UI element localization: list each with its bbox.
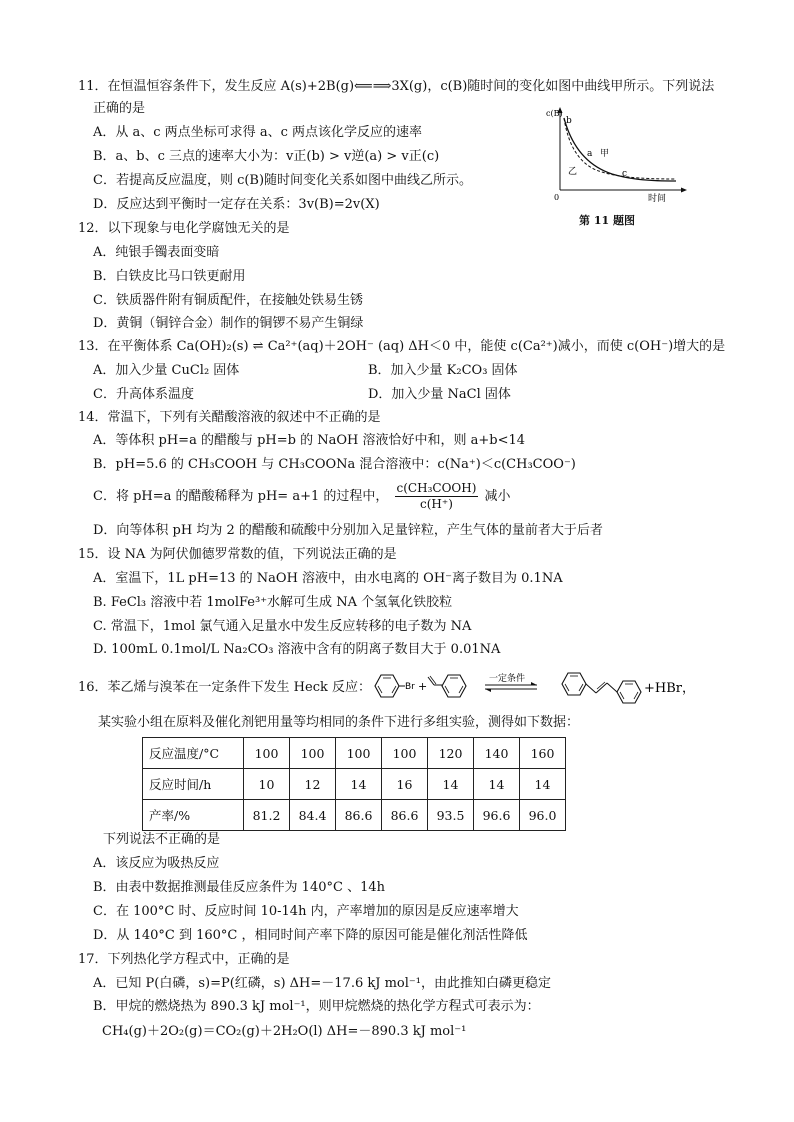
q11-option-c: C．若提高反应温度，则 c(B)随时间变化关系如图中曲线乙所示。 xyxy=(93,173,473,188)
q12-stem: 12．以下现象与电化学腐蚀无关的是 xyxy=(78,221,290,236)
q13-option-c: C．升高体系温度 xyxy=(93,387,194,402)
q14-option-c-fraction xyxy=(395,481,479,512)
q16-option-b: B．由表中数据推测最佳反应条件为 140°C 、14h xyxy=(93,880,385,895)
q12-option-d: D．黄铜（铜锌合金）制作的铜锣不易产生铜绿 xyxy=(93,316,364,331)
q11-figure-caption: 第 11 题图 xyxy=(579,214,635,227)
table-cell: 100 xyxy=(382,738,428,769)
q11-option-d: D．反应达到平衡时一定存在关系：3v(B)=2v(X) xyxy=(93,197,380,212)
table-cell: 93.5 xyxy=(428,800,474,831)
table-row-header: 产率/% xyxy=(143,800,244,831)
q16-data-table xyxy=(142,737,566,831)
q13-option-a: A．加入少量 CuCl₂ 固体 xyxy=(93,363,240,378)
table-cell: 14 xyxy=(520,769,566,800)
q11-figure-xlabel: 时间 xyxy=(648,194,667,204)
q14-stem: 14．常温下，下列有关醋酸溶液的叙述中不正确的是 xyxy=(78,410,381,425)
q11-option-a: A．从 a、c 两点坐标可求得 a、c 两点该化学反应的速率 xyxy=(93,125,422,140)
q11-option-b: B．a、b、c 三点的速率大小为：v正(b) > v逆(a) > v正(c) xyxy=(93,149,440,164)
q11-label-jia: 甲 xyxy=(600,149,610,159)
q13-option-d: D．加入少量 NaCl 固体 xyxy=(368,387,511,402)
table-row xyxy=(143,769,566,800)
q11-stem-line2: 正确的是 xyxy=(93,101,146,116)
reaction-condition: 一定条件 xyxy=(489,674,526,684)
table-cell: 84.4 xyxy=(290,800,336,831)
table-row xyxy=(143,738,566,769)
table-cell: 86.6 xyxy=(382,800,428,831)
q15-option-c: C. 常温下，1mol 氯气通入足量水中发生反应转移的电子数为 NA xyxy=(93,619,472,634)
q15-option-a: A．室温下，1L pH=13 的 NaOH 溶液中，由水电离的 OH⁻离子数目为 0.1NA xyxy=(93,571,563,586)
q11-point-a: a xyxy=(587,149,593,159)
q15-stem: 15．设 NA 为阿伏伽德罗常数的值，下列说法正确的是 xyxy=(78,547,397,562)
table-cell: 10 xyxy=(244,769,290,800)
table-cell: 14 xyxy=(428,769,474,800)
q11-stem-line1: 11．在恒温恒容条件下，发生反应 A(s)+2B(g)⟸⟹3X(g)，c(B)随时间的变化如图中曲线甲所示。下列说法 xyxy=(78,79,715,94)
table-cell: 14 xyxy=(336,769,382,800)
q11-figure-x-arrow xyxy=(681,188,687,193)
q14-fraction-denominator: c(H⁺) xyxy=(420,497,453,511)
q12-option-b: B．白铁皮比马口铁更耐用 xyxy=(93,269,246,284)
q14-option-a: A．等体积 pH=a 的醋酸与 pH=b 的 NaOH 溶液恰好中和，则 a+b<14 xyxy=(93,433,526,448)
q16-stem-line2: 某实验小组在原料及催化剂钯用量等均相同的条件下进行多组实验，测得如下数据： xyxy=(98,715,580,730)
q11-label-yi: 乙 xyxy=(568,167,578,177)
q14-option-b: B．pH=5.6 的 CH₃COOH 与 CH₃COONa 混合溶液中：c(Na⁺)＜c(CH₃COO⁻) xyxy=(93,457,576,472)
q11-curve-yi xyxy=(564,118,676,179)
q11-figure-origin: 0 xyxy=(554,193,560,202)
hbr-product: +HBr， xyxy=(644,681,695,696)
table-cell: 14 xyxy=(474,769,520,800)
bromine-label: Br xyxy=(405,682,415,692)
q16-table-body xyxy=(143,738,566,831)
table-row-header: 反应温度/°C xyxy=(143,738,244,769)
q15-option-d: D. 100mL 0.1mol/L Na₂CO₃ 溶液中含有的阴离子数目大于 0.01NA xyxy=(93,642,501,657)
table-cell: 16 xyxy=(382,769,428,800)
table-cell: 81.2 xyxy=(244,800,290,831)
q14-option-c-tail: 减小 xyxy=(484,489,511,504)
q14-fraction-numerator: c(CH₃COOH) xyxy=(396,481,477,495)
table-cell: 12 xyxy=(290,769,336,800)
q16-option-a: A．该反应为吸热反应 xyxy=(93,856,220,871)
table-cell: 140 xyxy=(474,738,520,769)
q14-option-d: D．向等体积 pH 均为 2 的醋酸和硫酸中分别加入足量锌粒，产生气体的量前者大于后者 xyxy=(93,523,603,538)
table-cell: 120 xyxy=(428,738,474,769)
q17-stem: 17．下列热化学方程式中，正确的是 xyxy=(78,952,290,967)
q16-stem: 16．苯乙烯与溴苯在一定条件下发生 Heck 反应： xyxy=(78,680,371,695)
q14-option-c xyxy=(93,481,511,512)
q16-stem-line3: 下列说法不正确的是 xyxy=(103,832,221,847)
q13-stem: 13．在平衡体系 Ca(OH)₂(s) ⇌ Ca²⁺(aq)＋2OH⁻ (aq) ΔH＜0 中，能使 c(Ca²⁺)减小，而使 c(OH⁻)增大的是 xyxy=(78,339,726,354)
table-cell: 100 xyxy=(244,738,290,769)
q12-option-c: C．铁质器件附有铜质配件，在接触处铁易生锈 xyxy=(93,293,363,308)
q16-option-c: C．在 100°C 时、反应时间 10-14h 内，产率增加的原因是反应速率增大 xyxy=(93,904,519,919)
table-cell: 96.6 xyxy=(474,800,520,831)
table-row-header: 反应时间/h xyxy=(143,769,244,800)
q16-option-d: D．从 140°C 到 160°C ，相同时间产率下降的原因可能是催化剂活性降低 xyxy=(93,928,528,943)
plus-sign: + xyxy=(418,680,428,693)
table-row xyxy=(143,800,566,831)
q11-point-c: c xyxy=(622,169,628,179)
q17-option-a: A．已知 P(白磷，s)=P(红磷，s) ΔH=－17.6 kJ mol⁻¹，由此推知白磷更稳定 xyxy=(93,976,551,991)
table-cell: 100 xyxy=(336,738,382,769)
table-cell: 86.6 xyxy=(336,800,382,831)
q11-point-b: b xyxy=(566,116,572,126)
q13-option-b: B．加入少量 K₂CO₃ 固体 xyxy=(368,363,518,378)
q17-equation: CH₄(g)＋2O₂(g)＝CO₂(g)＋2H₂O(l) ΔH=－890.3 kJ mol⁻¹ xyxy=(102,1024,467,1039)
q12-option-a: A．纯银手镯表面变暗 xyxy=(93,245,220,260)
table-cell: 96.0 xyxy=(520,800,566,831)
q17-option-b: B．甲烷的燃烧热为 890.3 kJ mol⁻¹，则甲烷燃烧的热化学方程式可表示为： xyxy=(93,999,540,1014)
q16-reaction-scheme xyxy=(367,668,697,708)
q11-figure-ylabel: c(B) xyxy=(546,109,563,118)
q11-curve-jia xyxy=(564,118,676,181)
q11-figure xyxy=(540,104,690,229)
q15-option-b: B. FeCl₃ 溶液中若 1molFe³⁺水解可生成 NA 个氢氧化铁胶粒 xyxy=(93,595,453,610)
q14-option-c-text: C．将 pH=a 的醋酸稀释为 pH= a+1 的过程中， xyxy=(93,489,389,504)
table-cell: 160 xyxy=(520,738,566,769)
table-cell: 100 xyxy=(290,738,336,769)
